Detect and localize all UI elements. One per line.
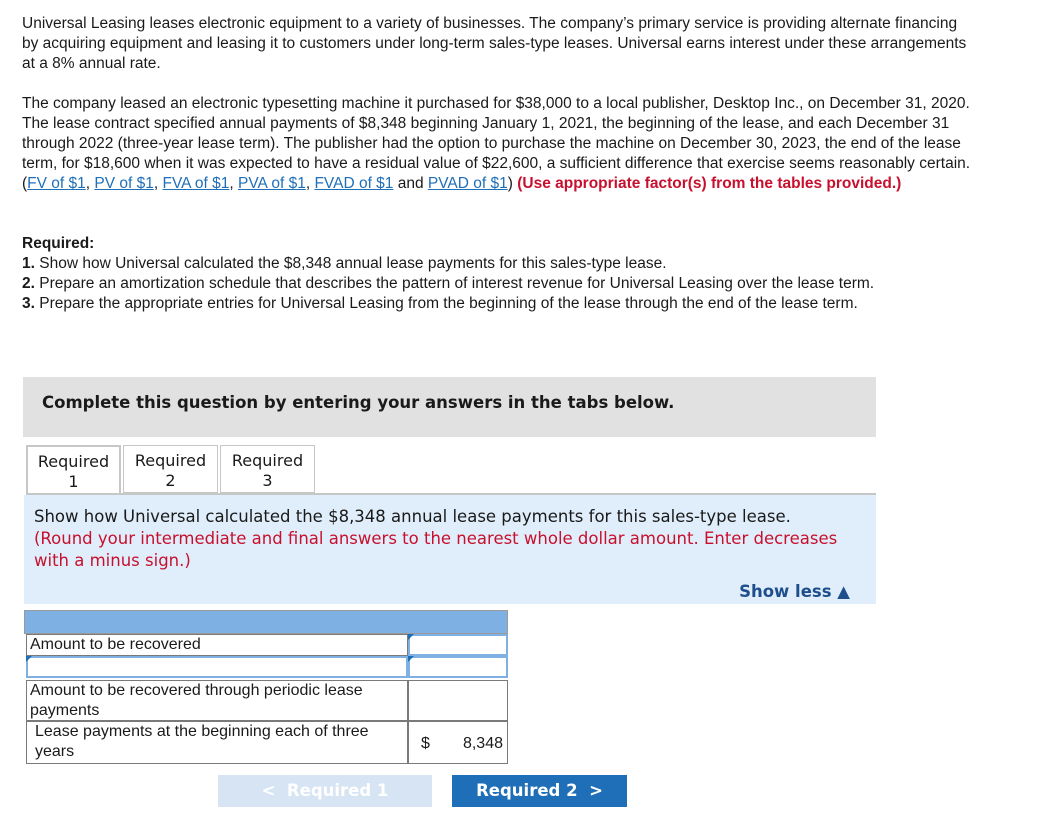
intro-paragraph-2-text: The company leased an electronic typesetting machine it purchased for $38,000 to a local publisher, Desktop Inc., on December 31, 2020. The lease contract specified annual payments of $8,348 beginning January 1, 2021, the beginning of the lease, and each December 31 through 2022 (three-year lease term). The publisher had the option to purchase the machine on December 30, 2023, the end of the lease term, for $18,600 when it was expected to have a residual value of $22,600, a sufficient difference that exercise seems reasonably certain. ( — [22, 95, 971, 192]
intro-paragraph-1: Universal Leasing leases electronic equipment to a variety of businesses. The company’s primary service is providing alternate financing by acquiring equipment and leasing it to customers under long-term sales-type leases. Universal earns interest under these arrangements at a 8% annual rate. — [22, 15, 967, 72]
separator: , — [305, 175, 315, 192]
tab-label: Required — [231, 451, 304, 470]
tab-required-1[interactable] — [26, 445, 121, 493]
separator: , — [229, 175, 239, 192]
previous-tab-label: Required 1 — [286, 781, 389, 800]
pva-table-link[interactable]: PVA of $1 — [238, 175, 306, 192]
fva-table-link[interactable]: FVA of $1 — [162, 175, 230, 192]
pv-table-link[interactable]: PV of $1 — [94, 175, 154, 192]
instruction-text — [34, 506, 874, 572]
required-item-text: Show how Universal calculated the $8,348 annual lease payments for this sales-type lease. — [34, 255, 667, 272]
show-less-button[interactable] — [739, 582, 850, 601]
fv-table-link[interactable]: FV of $1 — [27, 175, 86, 192]
fvad-table-link[interactable]: FVAD of $1 — [314, 175, 394, 192]
tab-label: Required — [134, 451, 207, 470]
tab-required-3[interactable] — [220, 445, 315, 493]
separator: ) — [507, 175, 518, 192]
required-item-text: Prepare the appropriate entries for Universal Leasing from the beginning of the lease through the end of the lease term. — [34, 295, 858, 312]
row-label-periodic-payments: Amount to be recovered through periodic lease payments — [26, 680, 408, 721]
pvad-table-link[interactable]: PVAD of $1 — [427, 175, 508, 192]
lease-payments-value: $ 8,348 — [408, 721, 508, 764]
answer-table — [24, 610, 509, 765]
amount-to-be-recovered-input[interactable] — [408, 634, 508, 656]
question-instructions — [24, 495, 876, 604]
chevron-left-icon: < — [261, 781, 276, 800]
row-2-value-input[interactable] — [408, 656, 508, 678]
tab-number: 1 — [68, 472, 79, 491]
input-marker-icon — [408, 634, 414, 640]
required-item-number: 2. — [22, 275, 35, 292]
tab-required-2[interactable] — [123, 445, 218, 493]
required-item-number: 1. — [22, 255, 35, 272]
required-section — [22, 234, 972, 314]
row-label-input[interactable] — [26, 656, 408, 678]
row-label-lease-payments: Lease payments at the beginning each of three years — [26, 721, 408, 764]
separator: , — [153, 175, 163, 192]
table-header-row — [24, 610, 508, 634]
separator: , — [85, 175, 95, 192]
next-tab-button[interactable] — [452, 775, 627, 807]
previous-tab-button[interactable] — [218, 775, 432, 807]
required-item-number: 3. — [22, 295, 35, 312]
show-less-label: Show less — [739, 582, 832, 601]
periodic-payments-value — [408, 680, 508, 721]
chevron-right-icon: > — [589, 781, 603, 800]
triangle-up-icon: ▲ — [837, 582, 850, 601]
required-heading: Required: — [22, 235, 95, 252]
tab-number: 2 — [165, 471, 176, 490]
instruction-main: Show how Universal calculated the $8,348 annual lease payments for this sales-type lease. — [34, 507, 791, 526]
input-marker-icon — [26, 656, 32, 662]
required-item-1 — [22, 254, 972, 274]
input-marker-icon — [408, 656, 414, 662]
tab-number: 3 — [262, 471, 273, 490]
row-label-amount-to-be-recovered: Amount to be recovered — [26, 634, 408, 656]
instruction-note: (Round your intermediate and final answers to the nearest whole dollar amount. Enter decreases with a minus sign.) — [34, 529, 838, 570]
required-item-2 — [22, 274, 972, 294]
separator: and — [393, 175, 428, 192]
required-item-text: Prepare an amortization schedule that describes the pattern of interest revenue for Universal Leasing over the lease term. — [34, 275, 875, 292]
banner-text: Complete this question by entering your answers in the tabs below. — [42, 393, 675, 412]
intro-paragraph-2 — [22, 94, 972, 194]
required-item-3 — [22, 294, 972, 314]
next-tab-label: Required 2 — [476, 781, 578, 800]
factor-note: (Use appropriate factor(s) from the tables provided.) — [517, 175, 902, 192]
tab-label: Required — [37, 452, 110, 471]
instructions-banner — [23, 377, 876, 437]
